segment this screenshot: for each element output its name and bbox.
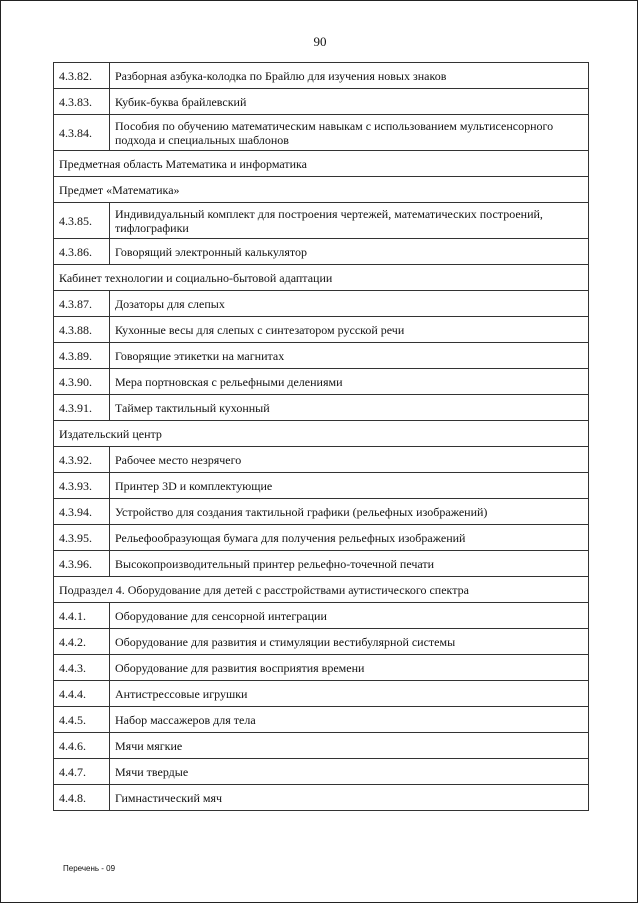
table-row [54, 525, 589, 551]
item-number: 4.3.83. [54, 89, 110, 115]
table-row [54, 203, 589, 239]
item-number: 4.3.95. [54, 525, 110, 551]
table-row [54, 115, 589, 151]
item-description: Устройство для создания тактильной графики (рельефных изображений) [110, 499, 589, 525]
item-description: Оборудование для развития и стимуляции вестибулярной системы [110, 629, 589, 655]
item-description: Кубик-буква брайлевский [110, 89, 589, 115]
item-description: Рельефообразующая бумага для получения рельефных изображений [110, 525, 589, 551]
item-number: 4.4.7. [54, 759, 110, 785]
item-number: 4.4.4. [54, 681, 110, 707]
table-row [54, 89, 589, 115]
table-row [54, 317, 589, 343]
section-header-text: Издательский центр [54, 421, 589, 447]
section-header-row [54, 151, 589, 177]
section-header-text: Кабинет технологии и социально-бытовой адаптации [54, 265, 589, 291]
item-description: Дозаторы для слепых [110, 291, 589, 317]
table-row [54, 239, 589, 265]
table-row [54, 629, 589, 655]
item-description: Набор массажеров для тела [110, 707, 589, 733]
table-row [54, 655, 589, 681]
item-number: 4.3.88. [54, 317, 110, 343]
item-description: Рабочее место незрячего [110, 447, 589, 473]
item-description: Высокопроизводительный принтер рельефно-точечной печати [110, 551, 589, 577]
table-row [54, 395, 589, 421]
item-description: Разборная азбука-колодка по Брайлю для изучения новых знаков [110, 63, 589, 89]
item-number: 4.3.86. [54, 239, 110, 265]
item-number: 4.3.87. [54, 291, 110, 317]
section-header-text: Предмет «Математика» [54, 177, 589, 203]
item-description: Оборудование для развития восприятия времени [110, 655, 589, 681]
item-description: Гимнастический мяч [110, 785, 589, 811]
item-number: 4.4.3. [54, 655, 110, 681]
equipment-table [53, 62, 589, 811]
table-row [54, 733, 589, 759]
item-description: Кухонные весы для слепых с синтезатором русской речи [110, 317, 589, 343]
item-description: Мячи твердые [110, 759, 589, 785]
section-header-row [54, 577, 589, 603]
table-row [54, 551, 589, 577]
table-body [54, 63, 589, 811]
item-description: Таймер тактильный кухонный [110, 395, 589, 421]
item-description: Мера портновская с рельефными делениями [110, 369, 589, 395]
item-description: Говорящий электронный калькулятор [110, 239, 589, 265]
item-description: Принтер 3D и комплектующие [110, 473, 589, 499]
table-row [54, 63, 589, 89]
item-number: 4.3.84. [54, 115, 110, 151]
item-number: 4.4.5. [54, 707, 110, 733]
table-row [54, 447, 589, 473]
table-row [54, 369, 589, 395]
item-number: 4.3.92. [54, 447, 110, 473]
item-number: 4.3.96. [54, 551, 110, 577]
item-number: 4.4.1. [54, 603, 110, 629]
item-number: 4.3.90. [54, 369, 110, 395]
table-row [54, 759, 589, 785]
item-number: 4.4.6. [54, 733, 110, 759]
table-row [54, 785, 589, 811]
section-header-row [54, 265, 589, 291]
item-number: 4.3.93. [54, 473, 110, 499]
item-number: 4.3.82. [54, 63, 110, 89]
section-header-text: Подраздел 4. Оборудование для детей с расстройствами аутистического спектра [54, 577, 589, 603]
item-number: 4.3.94. [54, 499, 110, 525]
item-description: Говорящие этикетки на магнитах [110, 343, 589, 369]
item-number: 4.4.8. [54, 785, 110, 811]
table-row [54, 707, 589, 733]
table-row [54, 681, 589, 707]
item-number: 4.3.85. [54, 203, 110, 239]
section-header-row [54, 421, 589, 447]
section-header-row [54, 177, 589, 203]
item-number: 4.4.2. [54, 629, 110, 655]
table-row [54, 499, 589, 525]
table-row [54, 473, 589, 499]
item-number: 4.3.91. [54, 395, 110, 421]
item-description: Оборудование для сенсорной интеграции [110, 603, 589, 629]
section-header-text: Предметная область Математика и информатика [54, 151, 589, 177]
table-row [54, 603, 589, 629]
table-row [54, 343, 589, 369]
item-description: Мячи мягкие [110, 733, 589, 759]
item-description: Антистрессовые игрушки [110, 681, 589, 707]
footer-document-code: Перечень - 09 [63, 864, 116, 873]
item-number: 4.3.89. [54, 343, 110, 369]
item-description: Индивидуальный комплект для построения чертежей, математических построений, тифлографики [110, 203, 589, 239]
table-row [54, 291, 589, 317]
item-description: Пособия по обучению математическим навыкам с использованием мультисенсорного подхода и специальных шаблонов [110, 115, 589, 151]
page-number: 90 [313, 34, 327, 49]
